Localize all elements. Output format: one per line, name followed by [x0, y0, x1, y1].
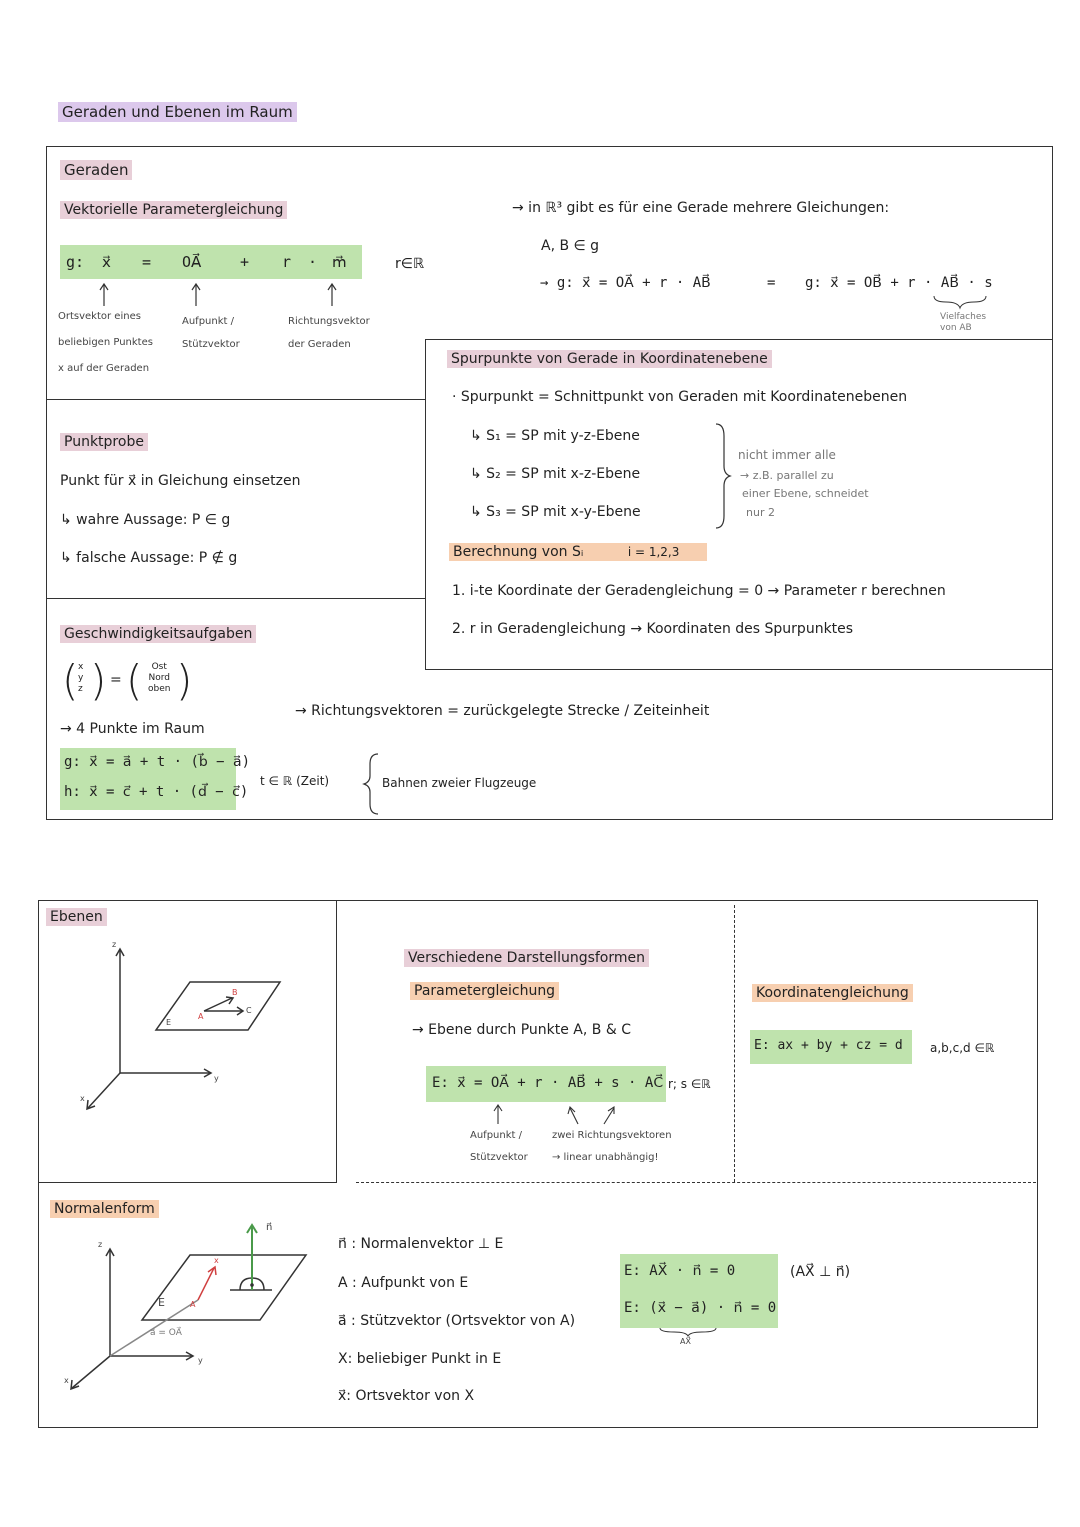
koord-eq: E: ax + by + cz = d [754, 1038, 903, 1053]
spurpunkt-s3: ↳ S₃ = SP mit x-y-Ebene [470, 504, 641, 520]
alt-eq-sep: = [767, 275, 776, 291]
divider-punktprobe-bottom [46, 598, 426, 599]
normal-eq2: E: (x⃗ − a⃗) · n⃗ = 0 [624, 1300, 777, 1316]
ebene-y: y [214, 1074, 219, 1083]
def-a: A : Aufpunkt von E [338, 1275, 469, 1291]
label-a-2: Stützvektor [182, 339, 240, 350]
punktprobe-line2: ↳ wahre Aussage: P ∈ g [60, 512, 231, 528]
def-xv: x⃗: Ortsvektor von X [338, 1388, 475, 1404]
ebene-x: x [80, 1094, 85, 1103]
formula-eq: = [142, 253, 152, 271]
page-title: Geraden und Ebenen im Raum [58, 102, 297, 122]
koord-eq-box [750, 1030, 912, 1064]
vielfaches-1: Vielfaches [940, 312, 987, 322]
direction-vector [62, 656, 198, 705]
formula-r: r [282, 253, 292, 271]
ebene-a: A [198, 1012, 204, 1021]
vec-xyz: x y z [78, 662, 84, 694]
spurpunkt-note-3: einer Ebene, schneidet [742, 487, 869, 500]
punktprobe-line3: ↳ falsche Aussage: P ∉ g [60, 550, 238, 566]
formula-plus: + [240, 253, 250, 271]
eq-h: h: x⃗ = c⃗ + t · (d⃗ − c⃗) [64, 784, 249, 800]
ebene-e: E [166, 1018, 172, 1027]
geschwindigkeit-heading: Geschwindigkeitsaufgaben [60, 625, 256, 643]
dashed-divider-h [356, 1182, 1036, 1183]
normal-z: z [98, 1240, 103, 1249]
vec-dirs: Ost Nord oben [148, 662, 171, 694]
darstellung-heading: Verschiedene Darstellungsformen [404, 949, 649, 967]
punktprobe-line1: Punkt für x⃗ in Gleichung einsetzen [60, 473, 301, 489]
ebenen-section [38, 900, 1038, 1428]
normal-y: y [198, 1356, 203, 1365]
ebene-param-heading: Parametergleichung [410, 982, 559, 1000]
normalenform-heading: Normalenform [50, 1200, 159, 1218]
bahnen: Bahnen zweier Flugzeuge [382, 776, 537, 790]
aufpunkt-2: Stützvektor [470, 1152, 528, 1163]
formula-g: g: [66, 253, 85, 271]
dashed-divider-v [734, 905, 735, 1182]
vec-eq: = [110, 672, 122, 688]
label-a-1: Aufpunkt / [182, 316, 234, 327]
abg: A, B ∈ g [541, 238, 600, 254]
formula-x: x⃗ [102, 253, 111, 271]
t-domain: t ∈ ℝ (Zeit) [260, 774, 330, 788]
label-x-3: x auf der Geraden [58, 363, 150, 374]
alt-eq-2: g: x⃗ = OB⃗ + r · AB⃗ · s [805, 275, 993, 291]
label-m-2: der Geraden [288, 339, 351, 350]
richtung-1: zwei Richtungsvektoren [552, 1130, 672, 1141]
def-av: a⃗ : Stützvektor (Ortsvektor von A) [338, 1313, 576, 1329]
spurpunkt-s2: ↳ S₂ = SP mit x-z-Ebene [470, 466, 641, 482]
spurpunkt-note-2: → z.B. parallel zu [740, 469, 834, 482]
paren-l1: ( [62, 656, 79, 705]
calc-heading [449, 543, 707, 561]
normal-eq1: E: AX⃗ · n⃗ = 0 [624, 1263, 736, 1279]
ebene-param-note: → Ebene durch Punkte A, B & C [412, 1022, 631, 1038]
normal-oa: a⃗ = OA⃗ [150, 1328, 182, 1338]
normal-xaxis: x [64, 1376, 69, 1385]
ebene-c: C [246, 1006, 252, 1015]
ebene-param-domain: r; s ∈ℝ [668, 1077, 711, 1091]
formula-oa: OA⃗ [182, 253, 202, 271]
spurpunkt-s1: ↳ S₁ = SP mit y-z-Ebene [470, 428, 640, 444]
ebene-z: z [112, 940, 117, 949]
vielfaches-2: von AB [940, 323, 972, 333]
normal-eq2-under: AX⃗ [680, 1337, 691, 1346]
paren-r2: ) [176, 656, 193, 705]
spurpunkte-heading: Spurpunkte von Gerade in Koordinatenebene [447, 350, 772, 368]
spurpunkt-note-1: nicht immer alle [738, 448, 836, 462]
label-m-1: Richtungsvektor [288, 316, 370, 327]
param-formula [60, 245, 362, 279]
normal-e: E [158, 1296, 165, 1309]
normal-a: A [190, 1300, 196, 1309]
normal-eq-box [620, 1254, 778, 1328]
ebene-b: B [232, 988, 238, 997]
ebenen-divider-v [336, 900, 337, 1183]
punkte-note: → 4 Punkte im Raum [60, 721, 205, 737]
ebene-param-eq-box [426, 1066, 666, 1102]
def-n: n⃗ : Normalenvektor ⊥ E [338, 1236, 504, 1252]
aufpunkt-1: Aufpunkt / [470, 1130, 522, 1141]
calc-i: i = 1,2,3 [627, 545, 680, 559]
r-domain: r∈ℝ [395, 256, 425, 272]
calc-step2: 2. r in Geradengleichung → Koordinaten des Spurpunktes [452, 621, 854, 637]
divider-punktprobe-top [46, 399, 426, 400]
normal-x: x [214, 1256, 219, 1265]
def-x: X: beliebiger Punkt in E [338, 1351, 502, 1367]
geraden-heading: Geraden [60, 160, 132, 180]
spurpunkt-def: · Spurpunkt = Schnittpunkt von Geraden mit Koordinatenebenen [452, 389, 908, 405]
formula-m: m⃗ [332, 253, 347, 271]
label-x-1: Ortsvektor eines [58, 311, 141, 322]
formula-dot: · [308, 253, 318, 271]
richtung-2: → linear unabhängig! [552, 1152, 659, 1163]
punktprobe-heading: Punktprobe [60, 433, 148, 451]
flight-equations [60, 748, 251, 810]
r3-note: → in ℝ³ gibt es für eine Gerade mehrere Gleichungen: [512, 200, 890, 216]
spurpunkt-note-4: nur 2 [746, 506, 775, 519]
calc-step1: 1. i-te Koordinate der Geradengleichung = 0 → Parameter r berechnen [452, 583, 946, 599]
label-x-2: beliebigen Punktes [58, 337, 153, 348]
koord-domain: a,b,c,d ∈ℝ [930, 1041, 995, 1055]
ebenen-heading: Ebenen [46, 908, 107, 926]
normal-eq1-note: (AX⃗ ⊥ n⃗) [790, 1264, 851, 1280]
ebenen-divider-h [38, 1182, 336, 1183]
alt-eq-1: → g: x⃗ = OA⃗ + r · AB⃗ [540, 275, 711, 291]
normal-n: n⃗ [266, 1222, 273, 1233]
calc-heading-text: Berechnung von Sᵢ [453, 544, 584, 560]
eq-g: g: x⃗ = a⃗ + t · (b⃗ − a⃗) [64, 754, 251, 770]
richtung-note: → Richtungsvektoren = zurückgelegte Strecke / Zeiteinheit [295, 703, 710, 719]
paren-l2: ( [126, 656, 143, 705]
paren-r1: ) [90, 656, 107, 705]
koord-heading: Koordinatengleichung [752, 984, 913, 1002]
ebene-param-eq: E: x⃗ = OA⃗ + r · AB⃗ + s · AC⃗ [432, 1075, 664, 1091]
param-heading: Vektorielle Parametergleichung [60, 201, 287, 219]
